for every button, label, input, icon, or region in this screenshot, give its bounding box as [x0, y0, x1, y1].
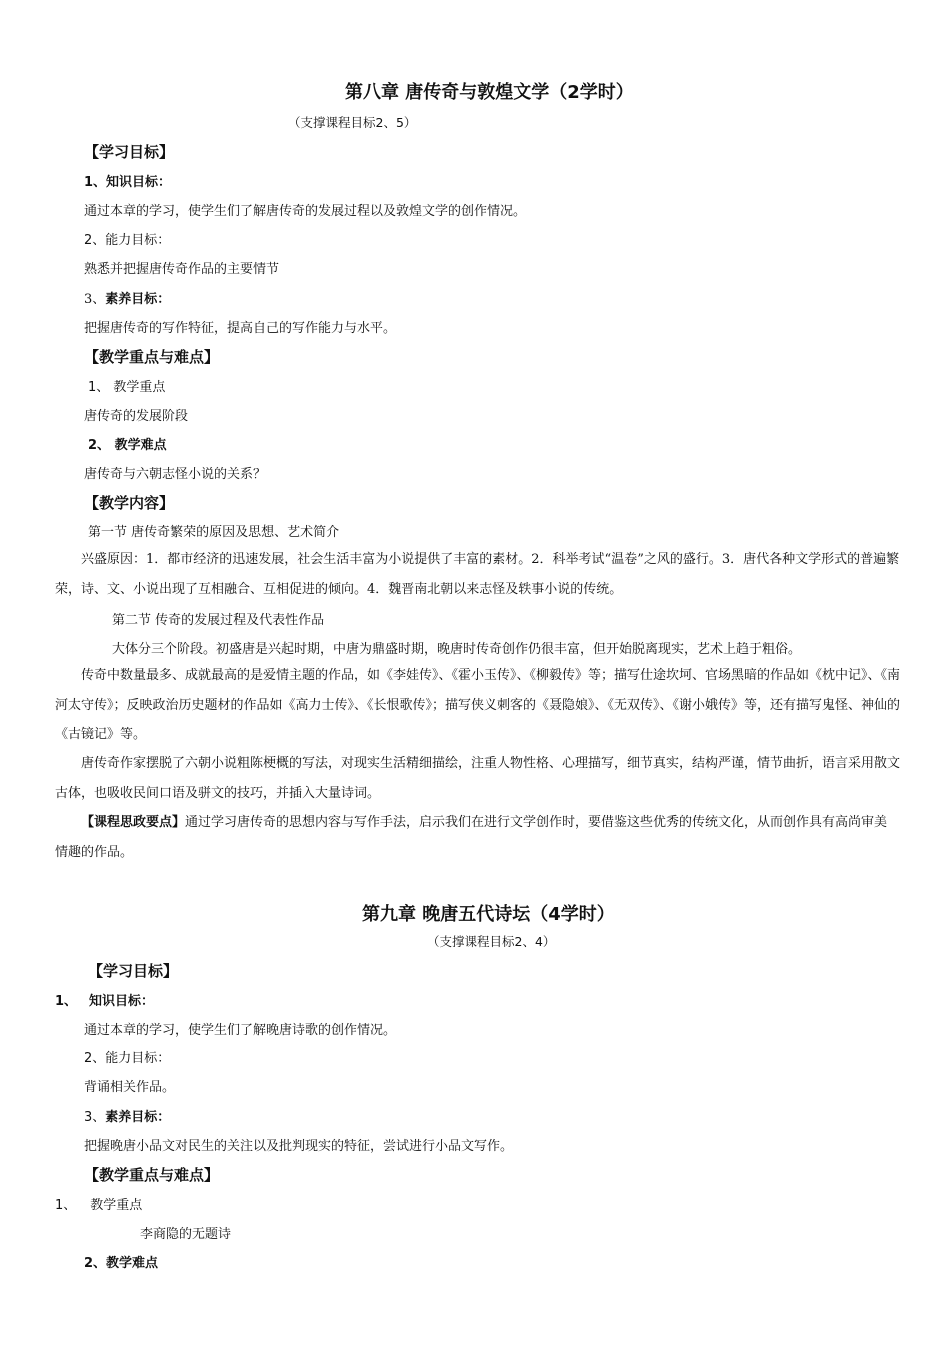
chapter9-ability-text: 背诵相关作品。: [84, 1080, 176, 1095]
chapter9-knowledge-label: 知识目标：: [89, 994, 155, 1009]
chapter8-content-heading: 【教学内容】: [84, 494, 175, 512]
chapter9-literacy-number: 3、: [84, 1110, 106, 1125]
chapter9-key-point-text: 李商隐的无题诗: [140, 1227, 232, 1242]
chapter9-key-point-label: 教学重点: [90, 1198, 143, 1213]
chapter8-ability-label: 2、能力目标：: [84, 233, 171, 248]
chapter9-goals-heading: 【学习目标】: [88, 962, 179, 980]
chapter8-title: 第八章 唐传奇与敦煌文学（2学时）: [345, 82, 634, 103]
section2-works-paragraph: 传奇中数量最多、成就最高的是爱情主题的作品，如《李娃传》、《霍小玉传》、《柳毅传》等；描写仕途坎坷、官场黑暗的作品如《枕中记》、《南河太守传》；反映政治历史题材的作品如《高力士传》、《长恨歌传》；描写侠义刺客的《聂隐娘》、《无双传》、《谢小娥传》等，还有描写鬼怪、神仙的《古镜记》等。: [55, 668, 901, 742]
chapter8-difficulty-label: 2、 教学难点: [88, 438, 167, 453]
chapter9-ability-label: 2、能力目标：: [84, 1051, 171, 1066]
chapter8-literacy-label: 素养目标：: [105, 292, 171, 307]
chapter9-key-point-label-row: [55, 1194, 142, 1213]
chapter8-knowledge-label: 1、知识目标：: [84, 175, 172, 190]
chapter8-focus-heading: 【教学重点与难点】: [84, 348, 220, 366]
chapter9-title: 第九章 晚唐五代诗坛（4学时）: [362, 904, 615, 925]
chapter9-key-point-number: 1、: [55, 1198, 77, 1213]
chapter8-literacy-label-row: [84, 288, 170, 307]
section2-style-paragraph: 唐传奇作家摆脱了六朝小说粗陈梗概的写法，对现实生活精细描绘，注重人物性格、心理描写，细节真实，结构严谨，情节曲折，语言采用散文古体，也吸收民间口语及骈文的技巧，并插入大量诗词。: [55, 756, 901, 801]
section1-paragraph: 兴盛原因：1．都市经济的迅速发展，社会生活丰富为小说提供了丰富的素材。2．科举考试“温卷”之风的盛行。3．唐代各种文学形式的普遍繁荣，诗、文、小说出现了互相融合、互相促进的倾向。4．魏晋南北朝以来志怪及轶事小说的传统。: [55, 552, 900, 597]
chapter8-ability-text: 熟悉并把握唐传奇作品的主要情节: [84, 262, 280, 277]
ideology-label: 【课程思政要点】: [81, 815, 186, 830]
section2-stages-line: 大体分三个阶段。初盛唐是兴起时期，中唐为鼎盛时期，晚唐时传奇创作仍很丰富，但开始脱离现实，艺术上趋于粗俗。: [112, 642, 802, 657]
chapter8-goals-heading: 【学习目标】: [84, 143, 175, 161]
chapter9-literacy-text: 把握晚唐小品文对民生的关注以及批判现实的特征，尝试进行小品文写作。: [84, 1139, 514, 1154]
chapter9-focus-heading: 【教学重点与难点】: [84, 1166, 220, 1184]
section1-title: 第一节 唐传奇繁荣的原因及思想、艺术简介: [88, 525, 340, 540]
ideology-paragraph: [55, 808, 900, 867]
chapter9-knowledge-label-row: [55, 990, 154, 1009]
ideology-text: 通过学习唐传奇的思想内容与写作手法，启示我们在进行文学创作时，要借鉴这些优秀的传统文化，从而创作具有高尚审美情趣的作品。: [55, 815, 888, 860]
chapter9-difficulty-label: 2、教学难点: [84, 1256, 159, 1271]
section2-title: 第二节 传奇的发展过程及代表性作品: [112, 613, 325, 628]
chapter8-literacy-text: 把握唐传奇的写作特征，提高自己的写作能力与水平。: [84, 321, 397, 336]
chapter9-knowledge-number: 1、: [55, 994, 78, 1009]
chapter8-support-note: （支撑课程目标2、5）: [288, 115, 417, 130]
chapter8-key-point-text: 唐传奇的发展阶段: [84, 409, 189, 424]
chapter8-literacy-number: 3、: [84, 292, 106, 307]
chapter9-literacy-label-row: [84, 1106, 170, 1125]
chapter9-literacy-label: 素养目标：: [105, 1110, 171, 1125]
chapter9-knowledge-text: 通过本章的学习，使学生们了解晚唐诗歌的创作情况。: [84, 1023, 397, 1038]
chapter9-support-note: （支撑课程目标2、4）: [427, 934, 556, 949]
chapter8-key-point-label: 1、 教学重点: [88, 380, 166, 395]
chapter8-difficulty-text: 唐传奇与六朝志怪小说的关系？: [84, 467, 267, 482]
chapter8-knowledge-text: 通过本章的学习，使学生们了解唐传奇的发展过程以及敦煌文学的创作情况。: [84, 204, 527, 219]
